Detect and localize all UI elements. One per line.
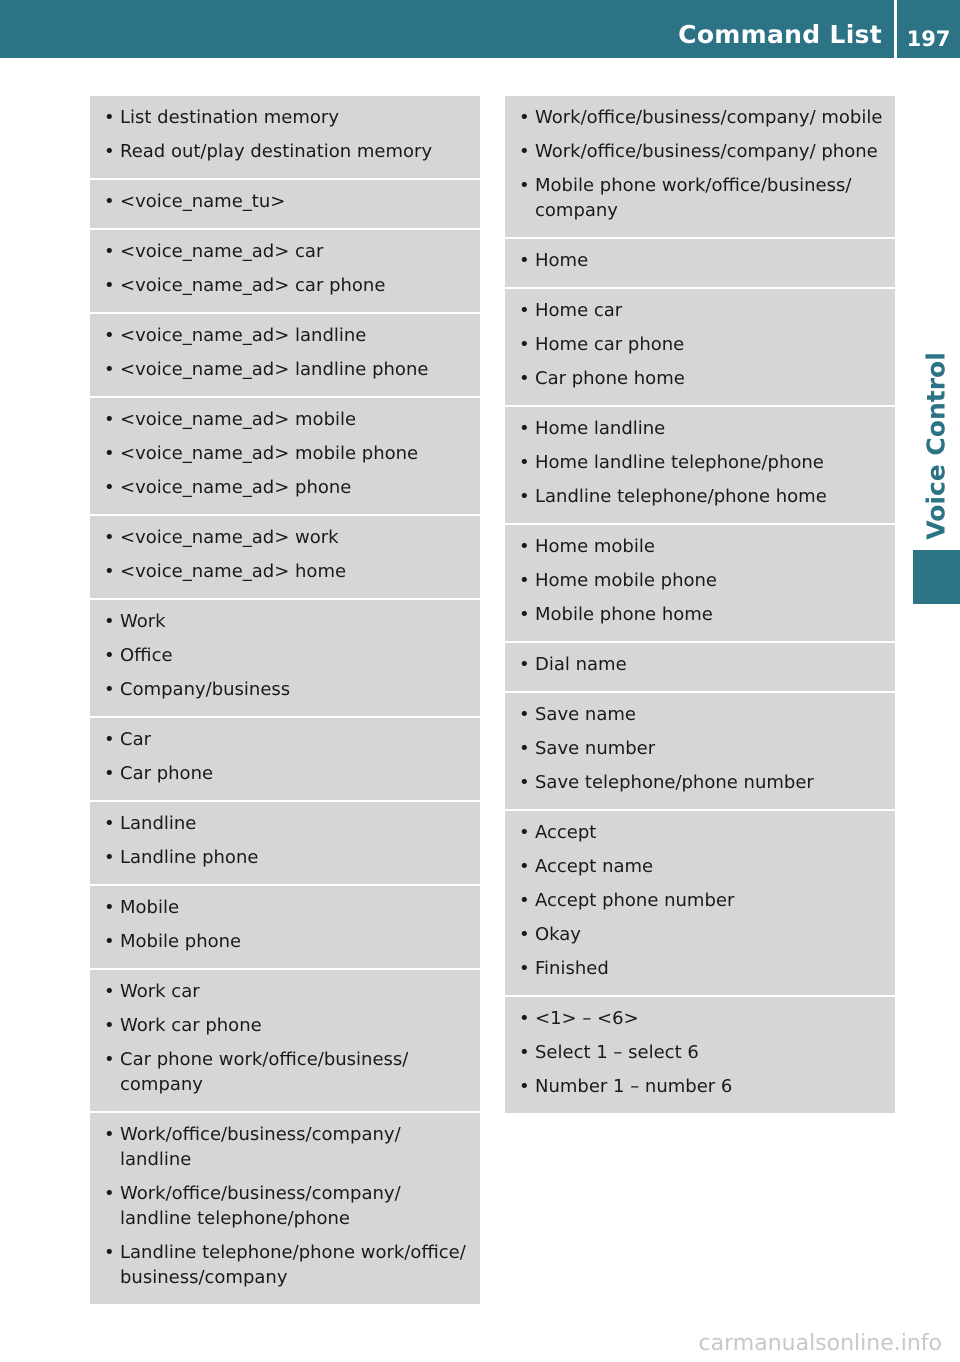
command-item: • Landline telephone/phone work/office/ business/company <box>104 1240 472 1290</box>
command-group <box>90 398 480 516</box>
command-item: • Select 1 – select 6 <box>519 1040 887 1065</box>
command-item: • List destination memory <box>104 105 472 130</box>
command-item: • Save telephone/phone number <box>519 770 887 795</box>
command-item: • Work/office/business/company/ landline telephone/phone <box>104 1181 472 1231</box>
command-item: • Work/office/business/company/ mobile <box>519 105 887 130</box>
command-item: • Work/office/business/company/ phone <box>519 139 887 164</box>
section-marker <box>913 550 960 604</box>
command-column-left <box>90 96 480 1304</box>
command-item: • <1> – <6> <box>519 1006 887 1031</box>
command-item: • Home car <box>519 298 887 323</box>
command-group <box>505 289 895 407</box>
command-item: • Home car phone <box>519 332 887 357</box>
command-item: • Finished <box>519 956 887 981</box>
command-item: • Okay <box>519 922 887 947</box>
command-item: • Mobile phone work/office/business/ company <box>519 173 887 223</box>
page-number: 197 <box>906 27 951 51</box>
command-group <box>90 314 480 398</box>
command-item: • Work <box>104 609 472 634</box>
command-group <box>90 970 480 1113</box>
command-item: • Home <box>519 248 887 273</box>
command-group <box>90 230 480 314</box>
command-group <box>90 1113 480 1304</box>
command-item: • Home landline <box>519 416 887 441</box>
command-item: • <voice_name_ad> car <box>104 239 472 264</box>
command-group <box>505 643 895 693</box>
command-group <box>505 239 895 289</box>
page-title: Command List <box>678 20 882 49</box>
command-item: • Mobile phone home <box>519 602 887 627</box>
command-item: • Landline <box>104 811 472 836</box>
command-group <box>90 802 480 886</box>
command-item: • Save name <box>519 702 887 727</box>
command-group <box>505 525 895 643</box>
command-item: • Car phone <box>104 761 472 786</box>
command-group <box>505 96 895 239</box>
command-item: • Mobile <box>104 895 472 920</box>
command-group <box>90 516 480 600</box>
command-item: • <voice_name_tu> <box>104 189 472 214</box>
command-item: • Car phone work/office/business/ company <box>104 1047 472 1097</box>
command-item: • Mobile phone <box>104 929 472 954</box>
command-item: • Work car <box>104 979 472 1004</box>
command-group <box>90 96 480 180</box>
watermark: carmanualsonline.info <box>698 1331 942 1356</box>
command-item: • Car phone home <box>519 366 887 391</box>
command-group <box>90 886 480 970</box>
command-group <box>505 693 895 811</box>
command-item: • <voice_name_ad> home <box>104 559 472 584</box>
command-item: • Number 1 – number 6 <box>519 1074 887 1099</box>
command-item: • <voice_name_ad> phone <box>104 475 472 500</box>
command-item: • <voice_name_ad> car phone <box>104 273 472 298</box>
section-label: Voice Control <box>921 352 951 540</box>
command-item: • Save number <box>519 736 887 761</box>
command-item: • Car <box>104 727 472 752</box>
command-item: • Landline telephone/phone home <box>519 484 887 509</box>
command-group <box>90 180 480 230</box>
command-item: • Accept phone number <box>519 888 887 913</box>
command-group <box>505 407 895 525</box>
command-item: • <voice_name_ad> landline <box>104 323 472 348</box>
command-item: • <voice_name_ad> mobile <box>104 407 472 432</box>
command-item: • Accept <box>519 820 887 845</box>
command-group <box>505 997 895 1113</box>
command-item: • Company/business <box>104 677 472 702</box>
command-item: • Read out/play destination memory <box>104 139 472 164</box>
command-item: • Accept name <box>519 854 887 879</box>
command-item: • Home mobile <box>519 534 887 559</box>
header-bar <box>0 0 960 58</box>
command-group <box>505 811 895 997</box>
command-column-right <box>505 96 895 1113</box>
command-item: • <voice_name_ad> work <box>104 525 472 550</box>
command-item: • Work/office/business/company/ landline <box>104 1122 472 1172</box>
command-group <box>90 600 480 718</box>
command-item: • Landline phone <box>104 845 472 870</box>
command-item: • Work car phone <box>104 1013 472 1038</box>
command-item: • <voice_name_ad> mobile phone <box>104 441 472 466</box>
command-group <box>90 718 480 802</box>
command-item: • <voice_name_ad> landline phone <box>104 357 472 382</box>
command-item: • Home landline telephone/phone <box>519 450 887 475</box>
command-item: • Dial name <box>519 652 887 677</box>
command-item: • Office <box>104 643 472 668</box>
command-item: • Home mobile phone <box>519 568 887 593</box>
